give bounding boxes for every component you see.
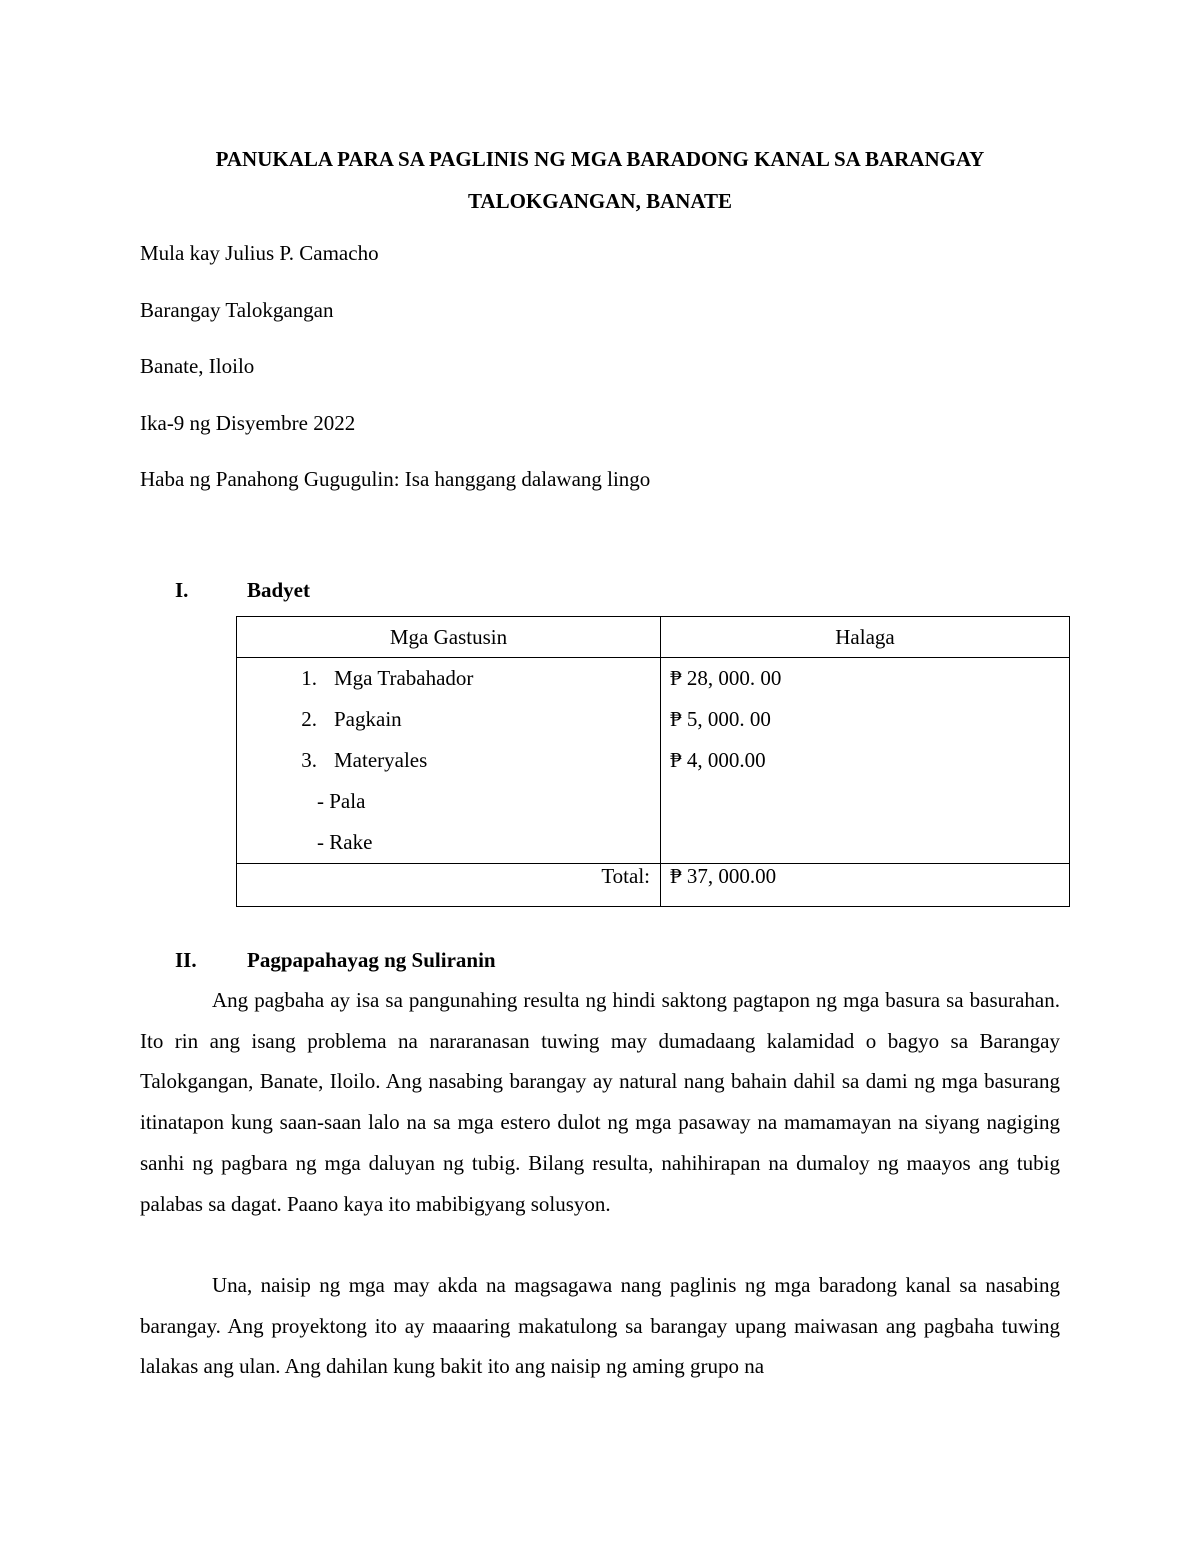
- list-item: [237, 699, 660, 740]
- item-label: Pagkain: [334, 707, 402, 731]
- item-label: Materyales: [334, 748, 428, 772]
- barangay-line: Barangay Talokgangan: [140, 298, 334, 322]
- item-label: Mga Trabahador: [334, 666, 474, 690]
- item-number: 3.: [301, 748, 317, 772]
- table-header-row: [237, 617, 1070, 658]
- document-title: PANUKALA PARA SA PAGLINIS NG MGA BARADONG KANAL SA BARANGAY TALOKGANGAN, BANATE: [215, 147, 985, 213]
- total-amount: ₱ 37, 000.00: [661, 864, 1070, 907]
- item-amount: ₱ 4, 000.00: [670, 748, 766, 772]
- section-heading-problem: [175, 946, 496, 974]
- item-amount: ₱ 5, 000. 00: [670, 707, 771, 731]
- location-line: Banate, Iloilo: [140, 354, 255, 378]
- total-label: Total:: [237, 864, 661, 907]
- section-title: Pagpapahayag ng Suliranin: [247, 948, 496, 972]
- paragraph: Una, naisip ng mga may akda na magsagawa nang paglinis ng mga baradong kanal sa nasabing barangay. Ang proyektong ito ay maaaring makatulong sa barangay upang maiwasan ang pagbaha tuwing lalakas ang ulan. Ang dahilan kung bakit ito ang naisip ng aming grupo na: [140, 1273, 1060, 1379]
- budget-table: [236, 616, 1070, 907]
- date-line: Ika-9 ng Disyembre 2022: [140, 411, 356, 435]
- column-header-expenses: Mga Gastusin: [237, 617, 661, 658]
- section-title: Badyet: [247, 578, 310, 602]
- list-item: [237, 740, 660, 781]
- table-row: [237, 658, 1070, 864]
- expense-items-cell: [237, 658, 661, 864]
- paragraph: Ang pagbaha ay isa sa pangunahing resulta ng hindi saktong pagtapon ng mga basura sa basurahan. Ito rin ang isang problema na nararanasan tuwing may dumadaang kalamidad o bagyo sa Barangay Talokgangan, Banate, Iloilo. Ang nasabing barangay ay natural nang bahain dahil sa dami ng mga basurang itinatapon kung saan-saan lalo na sa mga estero dulot ng mga pasaway na mamamayan na siyang nagiging sanhi ng pagbara ng mga daluyan ng tubig. Bilang resulta, nahihirapan na dumaloy ng maayos ang tubig palabas sa dagat. Paano kaya ito mabibigyang solusyon.: [140, 988, 1060, 1216]
- author-line: Mula kay Julius P. Camacho: [140, 241, 379, 265]
- item-number: 2.: [301, 707, 317, 731]
- sub-item: - Rake: [317, 830, 373, 854]
- item-amount: ₱ 28, 000. 00: [670, 666, 782, 690]
- section-number: I.: [175, 578, 189, 602]
- item-number: 1.: [301, 666, 317, 690]
- section-number: II.: [175, 948, 197, 972]
- column-header-amount: Halaga: [661, 617, 1070, 658]
- amounts-cell: [661, 658, 1070, 864]
- sub-item: - Pala: [317, 789, 366, 813]
- section-heading-budget: [175, 576, 310, 604]
- total-row: [237, 864, 1070, 907]
- list-item: [237, 658, 660, 699]
- duration-line: Haba ng Panahong Gugugulin: Isa hanggang dalawang lingo: [140, 467, 651, 491]
